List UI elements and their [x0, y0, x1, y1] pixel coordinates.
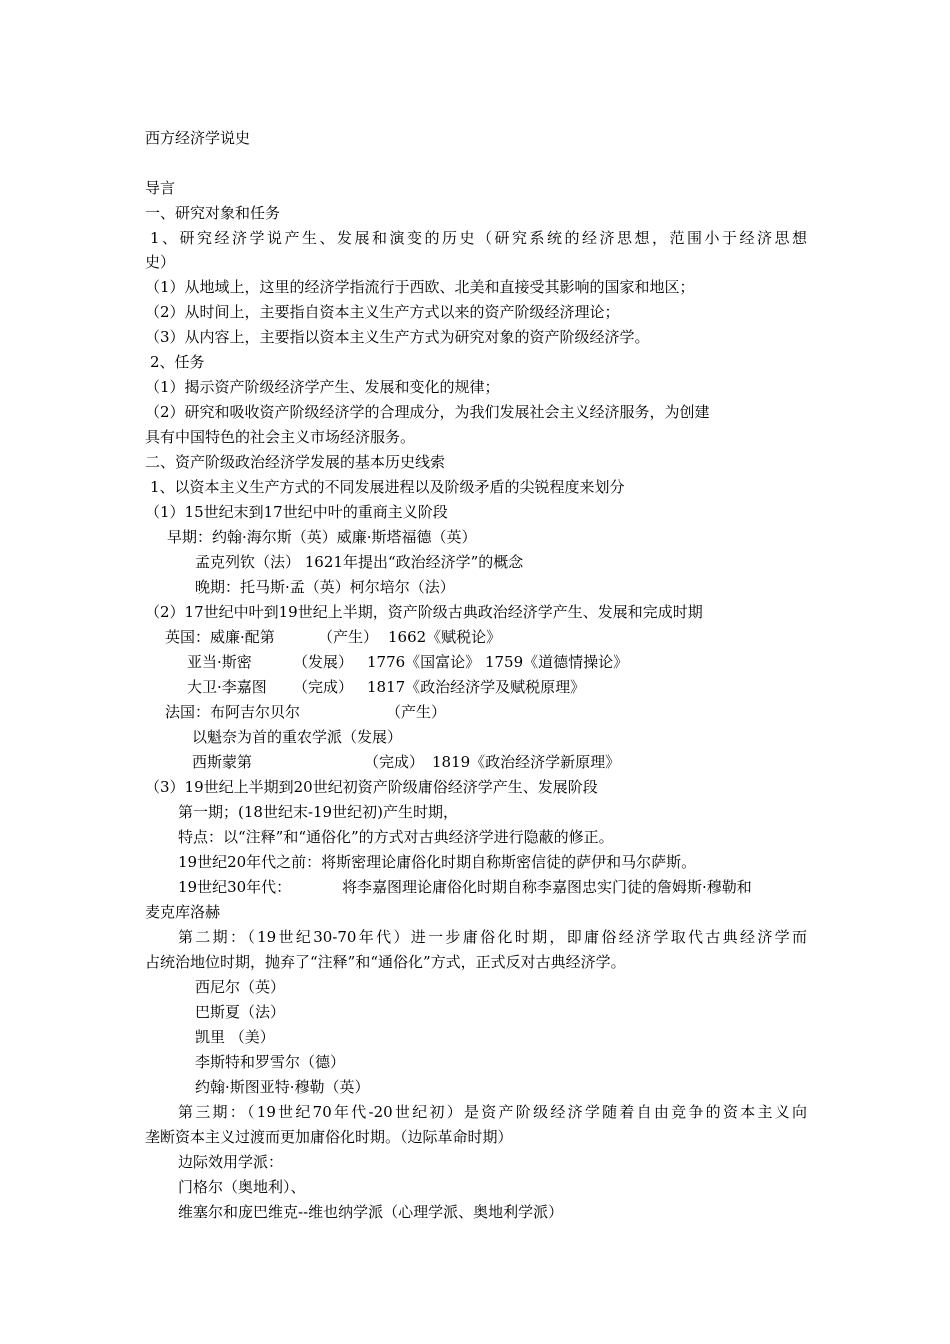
paragraph-line: 19世纪20年代之前：将斯密理论庸俗化时期自称斯密信徒的萨伊和马尔萨斯。: [178, 853, 697, 871]
paragraph-line: 以魁奈为首的重农学派（发展）: [192, 728, 403, 746]
economist-stage: （发展）: [293, 653, 354, 671]
list-item: 约翰·斯图亚特·穆勒（英）: [195, 1078, 370, 1096]
period-heading: （1）15世纪末到17世纪中叶的重商主义阶段: [145, 503, 448, 521]
paragraph-line: 第三期：（19世纪70年代-20世纪初）是资产阶级经济学随着自由竞争的资本主义向: [178, 1103, 807, 1121]
paragraph-line: 门格尔（奥地利）、: [178, 1178, 306, 1196]
economist-work: 1776《国富论》 1759《道德情操论》: [367, 653, 629, 671]
paragraph-line: 1、以资本主义生产方式的不同发展进程以及阶级矛盾的尖锐程度来划分: [150, 478, 625, 496]
paragraph-line: 具有中国特色的社会主义市场经济服务。: [145, 428, 416, 446]
period-heading: （2）17世纪中叶到19世纪上半期，资产阶级古典政治经济学产生、发展和完成时期: [145, 603, 703, 621]
paragraph-line: 第二期：（19世纪30-70年代）进一步庸俗化时期，即庸俗经济学取代古典经济学而: [178, 928, 807, 946]
list-item: 凯里 （美）: [195, 1028, 275, 1046]
paragraph-line: （1）从地域上，这里的经济学指流行于西欧、北美和直接受其影响的国家和地区；: [145, 278, 695, 296]
economist-stage: （完成）: [364, 753, 425, 771]
document-title: 西方经济学说史: [145, 129, 251, 147]
list-item: 西尼尔（英）: [195, 978, 286, 996]
paragraph-line: 19世纪30年代：: [178, 878, 292, 896]
paragraph-line: 早期：约翰·海尔斯（英）威廉·斯塔福德（英）: [167, 528, 477, 546]
paragraph-line: （2）从时间上，主要指自资本主义生产方式以来的资产阶级经济理论；: [145, 303, 620, 321]
economist-work: 1662《赋税论》: [388, 628, 502, 646]
economist-name: 英国：威廉·配第: [165, 628, 275, 646]
section-heading-2: 二、资产阶级政治经济学发展的基本历史线索: [145, 453, 446, 471]
heading-intro: 导言: [145, 179, 176, 197]
subheading-tasks: 2、任务: [150, 353, 205, 371]
economist-name: 大卫·李嘉图: [187, 678, 267, 696]
paragraph-line: 第一期；(18世纪末-19世纪初)产生时期，: [178, 803, 458, 821]
economist-name: 西斯蒙第: [192, 753, 253, 771]
economist-work: 1819《政治经济学新原理》: [432, 753, 621, 771]
economist-stage: （完成）: [293, 678, 354, 696]
economist-name: 法国：布阿吉尔贝尔: [165, 703, 301, 721]
economist-work: 1817《政治经济学及赋税原理》: [367, 678, 586, 696]
paragraph-line: 维塞尔和庞巴维克--维也纳学派（心理学派、奥地利学派）: [178, 1203, 564, 1221]
paragraph-line: 1、研究经济学说产生、发展和演变的历史（研究系统的经济思想，范围小于经济思想: [150, 229, 807, 247]
paragraph-line: （1）揭示资产阶级经济学产生、发展和变化的规律；: [145, 378, 500, 396]
paragraph-line: 将李嘉图理论庸俗化时期自称李嘉图忠实门徒的詹姆斯·穆勒和: [342, 878, 752, 896]
economist-stage: （产生）: [318, 628, 379, 646]
paragraph-line: 孟克列钦（法） 1621年提出“政治经济学”的概念: [195, 553, 524, 571]
list-item: 李斯特和罗雪尔（德）: [195, 1053, 346, 1071]
section-heading-1: 一、研究对象和任务: [145, 204, 281, 222]
paragraph-line: （2）研究和吸收资产阶级经济学的合理成分，为我们发展社会主义经济服务，为创建: [145, 403, 710, 421]
paragraph-line: 特点：以“注释”和“通俗化”的方式对古典经济学进行隐蔽的修正。: [178, 828, 614, 846]
paragraph-line: 占统治地位时期，抛弃了“注释”和“通俗化”方式，正式反对古典经济学。: [145, 953, 626, 971]
paragraph-line: 麦克库洛赫: [145, 903, 221, 921]
paragraph-line: 晚期：托马斯·孟（英）柯尔培尔（法）: [195, 578, 455, 596]
period-heading: （3）19世纪上半期到20世纪初资产阶级庸俗经济学产生、发展阶段: [145, 778, 598, 796]
paragraph-line: 垄断资本主义过渡而更加庸俗化时期。（边际革命时期）: [145, 1128, 513, 1146]
paragraph-line: 史）: [145, 253, 176, 271]
paragraph-line: 边际效用学派：: [178, 1153, 284, 1171]
economist-stage: （产生）: [386, 703, 447, 721]
list-item: 巴斯夏（法）: [195, 1003, 286, 1021]
economist-name: 亚当·斯密: [187, 653, 252, 671]
paragraph-line: （3）从内容上，主要指以资本主义生产方式为研究对象的资产阶级经济学。: [145, 328, 650, 346]
